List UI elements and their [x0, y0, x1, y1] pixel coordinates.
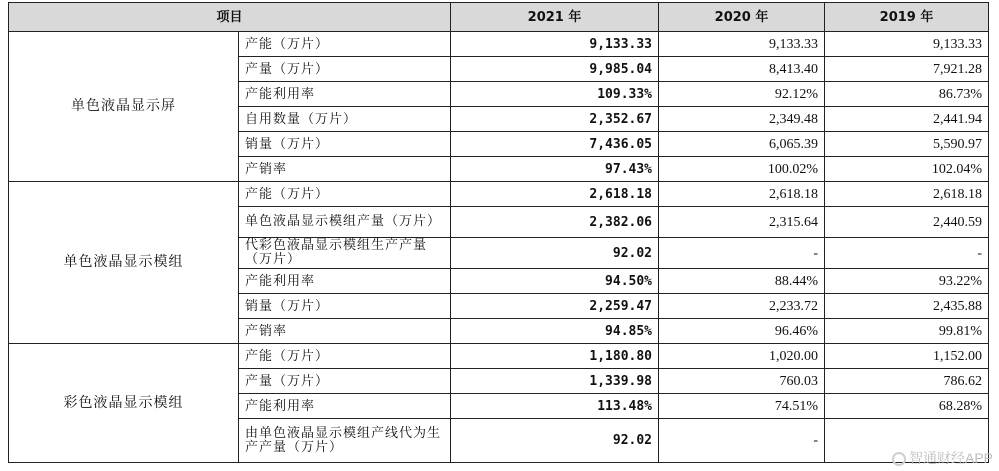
value-2019: 9,133.33	[825, 32, 989, 57]
row-label: 销量（万片）	[239, 294, 451, 319]
header-item: 项目	[9, 3, 451, 32]
value-2020: 2,618.18	[659, 182, 825, 207]
value-2019: 2,435.88	[825, 294, 989, 319]
row-label: 代彩色液晶显示模组生产产量（万片）	[239, 238, 451, 269]
value-2020: 760.03	[659, 369, 825, 394]
value-2021: 2,382.06	[451, 207, 659, 238]
value-2020: 96.46%	[659, 319, 825, 344]
row-label: 单色液晶显示模组产量（万片）	[239, 207, 451, 238]
table-row	[9, 344, 989, 369]
value-2021: 94.50%	[451, 269, 659, 294]
row-label: 产量（万片）	[239, 57, 451, 82]
value-2021: 109.33%	[451, 82, 659, 107]
value-2021: 94.85%	[451, 319, 659, 344]
value-2019: -	[825, 238, 989, 269]
group-label: 单色液晶显示屏	[9, 32, 239, 182]
value-2021: 1,339.98	[451, 369, 659, 394]
value-2020: 2,349.48	[659, 107, 825, 132]
value-2020: 2,315.64	[659, 207, 825, 238]
value-2019: 102.04%	[825, 157, 989, 182]
value-2021: 2,352.67	[451, 107, 659, 132]
value-2021: 97.43%	[451, 157, 659, 182]
value-2020: 92.12%	[659, 82, 825, 107]
value-2021: 9,133.33	[451, 32, 659, 57]
table-row	[9, 182, 989, 207]
row-label: 产量（万片）	[239, 369, 451, 394]
value-2020: -	[659, 419, 825, 463]
value-2021: 2,618.18	[451, 182, 659, 207]
value-2020: -	[659, 238, 825, 269]
header-2021: 2021 年	[451, 3, 659, 32]
table-header-row	[9, 3, 989, 32]
value-2020: 88.44%	[659, 269, 825, 294]
value-2020: 8,413.40	[659, 57, 825, 82]
group-label: 单色液晶显示模组	[9, 182, 239, 344]
value-2019: 2,440.59	[825, 207, 989, 238]
value-2019: 99.81%	[825, 319, 989, 344]
header-2020: 2020 年	[659, 3, 825, 32]
row-label: 产能利用率	[239, 269, 451, 294]
value-2020: 1,020.00	[659, 344, 825, 369]
watermark-text: 智通财经APP	[908, 450, 993, 466]
row-label: 产能利用率	[239, 394, 451, 419]
group-label: 彩色液晶显示模组	[9, 344, 239, 463]
row-label: 产能（万片）	[239, 344, 451, 369]
row-label: 产能（万片）	[239, 32, 451, 57]
header-2019: 2019 年	[825, 3, 989, 32]
value-2021: 2,259.47	[451, 294, 659, 319]
value-2021: 9,985.04	[451, 57, 659, 82]
value-2019: 1,152.00	[825, 344, 989, 369]
watermark	[892, 448, 993, 468]
capacity-table	[8, 2, 989, 463]
value-2020: 100.02%	[659, 157, 825, 182]
table-row	[9, 32, 989, 57]
value-2021: 92.02	[451, 238, 659, 269]
row-label: 产能（万片）	[239, 182, 451, 207]
value-2019: 68.28%	[825, 394, 989, 419]
value-2021: 7,436.05	[451, 132, 659, 157]
value-2019: 2,618.18	[825, 182, 989, 207]
row-label: 产销率	[239, 319, 451, 344]
row-label: 由单色液晶显示模组产线代为生产产量（万片）	[239, 419, 451, 463]
row-label: 销量（万片）	[239, 132, 451, 157]
value-2019: 93.22%	[825, 269, 989, 294]
value-2019: 7,921.28	[825, 57, 989, 82]
row-label: 自用数量（万片）	[239, 107, 451, 132]
brand-logo-icon	[892, 452, 906, 466]
value-2020: 74.51%	[659, 394, 825, 419]
value-2019: 5,590.97	[825, 132, 989, 157]
value-2019: 786.62	[825, 369, 989, 394]
value-2019: 86.73%	[825, 82, 989, 107]
value-2021: 113.48%	[451, 394, 659, 419]
value-2020: 9,133.33	[659, 32, 825, 57]
value-2021: 1,180.80	[451, 344, 659, 369]
value-2019: 2,441.94	[825, 107, 989, 132]
row-label: 产能利用率	[239, 82, 451, 107]
row-label: 产销率	[239, 157, 451, 182]
value-2021: 92.02	[451, 419, 659, 463]
value-2020: 6,065.39	[659, 132, 825, 157]
value-2020: 2,233.72	[659, 294, 825, 319]
